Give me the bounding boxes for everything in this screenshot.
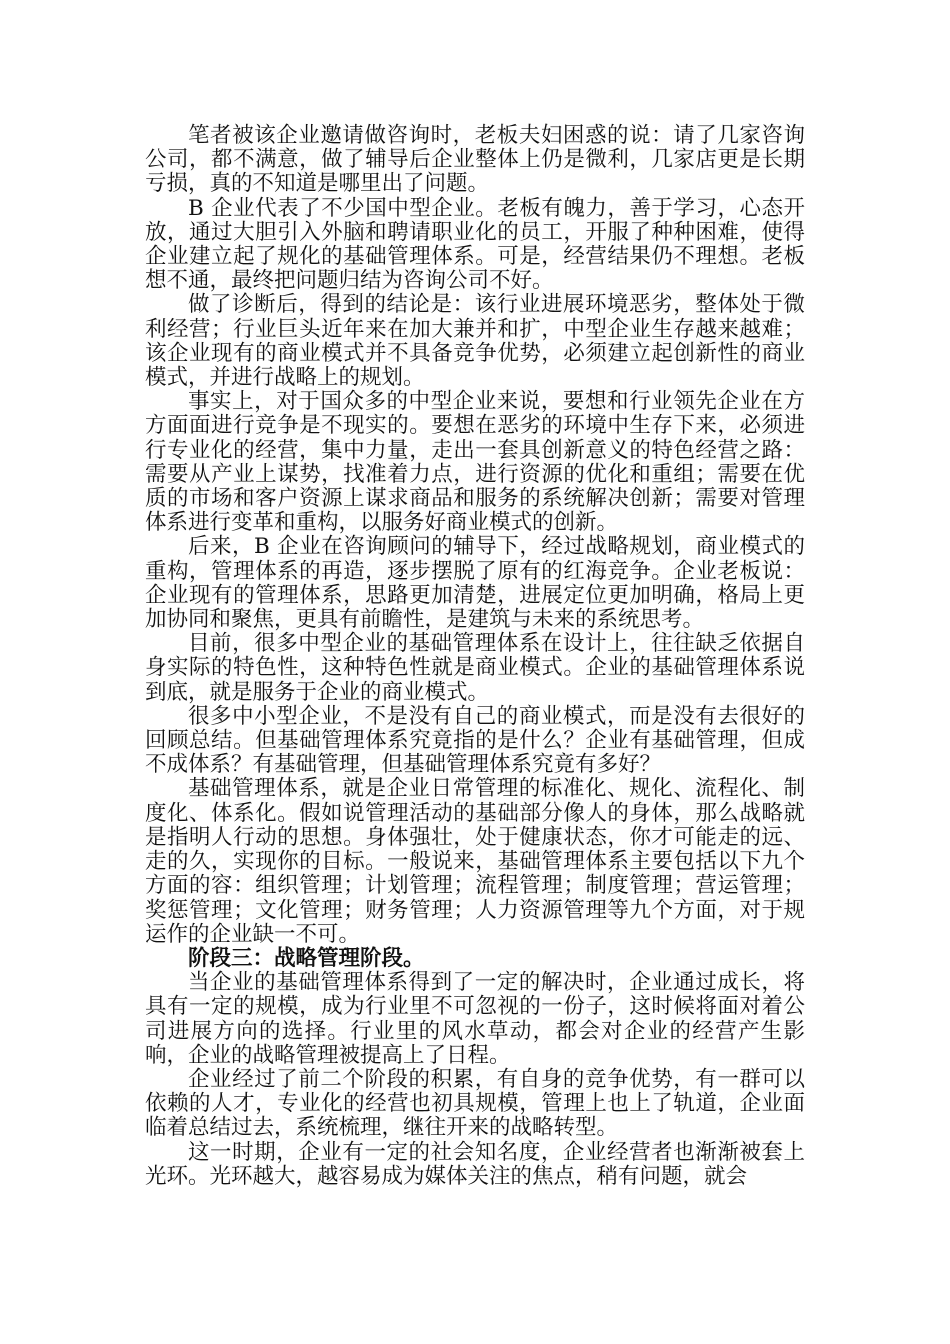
paragraph-diagnosis: 做了诊断后，得到的结论是：该行业进展环境恶劣，整体处于微利经营；行业巨头近年来在加大兼并和扩，中型企业生存越来越难；该企业现有的商业模式并不具备竞争优势，必须建立起创新性的商业模式，并进行战略上的规划。: [145, 292, 805, 391]
section-heading-stage-three: 阶段三：战略管理阶段。: [188, 945, 425, 971]
paragraph-basic-management: 基础管理体系，就是企业日常管理的标准化、规化、流程化、制度化、体系化。假如说管理活动的基础部分像人的身体，那么战略就是指明人行动的思想。身体强壮，处于健康状态，你才可能走的远、走的久，实现你的目标。一般说来，基础管理体系主要包括以下九个方面的容：组织管理；计划管理；流程管理；制度管理；营运管理；奖惩管理；文化管理；财务管理；人力资源管理等九个方面，对于规运作的企业缺一不可。: [145, 776, 805, 947]
paragraph-stage-three-intro: 当企业的基础管理体系得到了一定的解决时，企业通过成长，将具有一定的规模，成为行业里不可忽视的一份子，这时候将面对着公司进展方向的选择。行业里的风水草动，都会对企业的经营产生影响，企业的战略管理被提高上了日程。: [145, 970, 805, 1068]
paragraph-b-enterprise: B 企业代表了不少国中型企业。老板有魄力，善于学习，心态开放，通过大胆引入外脑和聘请职业化的员工，开服了种种困难，使得企业建立起了规化的基础管理体系。可是，经营结果仍不理想。老板想不通，最终把问题归结为咨询公司不好。: [145, 195, 805, 294]
paragraph-currently: 目前，很多中型企业的基础管理体系在设计上，往往缺乏依据自身实际的特色性，这种特色性就是商业模式。企业的基础管理体系说到底，就是服务于企业的商业模式。: [145, 631, 805, 705]
paragraph-accumulation: 企业经过了前二个阶段的积累，有自身的竞争优势，有一群可以依赖的人才，专业化的经营也初具规模，管理上也上了轨道，企业面临着总结过去，系统梳理，继往开来的战略转型。: [145, 1066, 805, 1141]
paragraph-consultation-invite: 笔者被该企业邀请做咨询时，老板夫妇困惑的说：请了几家咨询公司，都不满意，做了辅导后企业整体上仍是微利，几家店更是长期亏损，真的不知道是哪里出了问题。: [145, 123, 805, 197]
paragraph-many-smes: 很多中小型企业，不是没有自己的商业模式，而是没有去很好的回顾总结。但基础管理体系究竟指的是什么？企业有基础管理，但成不成体系？有基础管理，但基础管理体系究竟有多好？: [145, 703, 805, 778]
paragraph-in-fact: 事实上，对于国众多的中型企业来说，要想和行业领先企业在方方面面进行竞争是不现实的。要想在恶劣的环境中生存下来，必须进行专业化的经营，集中力量，走出一套具创新意义的特色经营之路：需要从产业上谋势，找准着力点，进行资源的优化和重组；需要在优质的市场和客户资源上谋求商品和服务的系统解决创新；需要对管理体系进行变革和重构，以服务好商业模式的创新。: [145, 389, 805, 536]
paragraph-this-period: 这一时期，企业有一定的社会知名度，企业经营者也渐渐被套上光环。光环越大，越容易成为媒体关注的焦点，稍有问题，就会: [145, 1139, 805, 1189]
document-page: [145, 124, 805, 1189]
paragraph-later: 后来，B 企业在咨询顾问的辅导下，经过战略规划，商业模式的重构，管理体系的再造，逐步摆脱了原有的红海竞争。企业老板说：企业现有的管理体系，思路更加清楚，进展定位更加明确，格局上更加协同和聚焦，更具有前瞻性，是建筑与未来的系统思考。: [145, 534, 805, 633]
